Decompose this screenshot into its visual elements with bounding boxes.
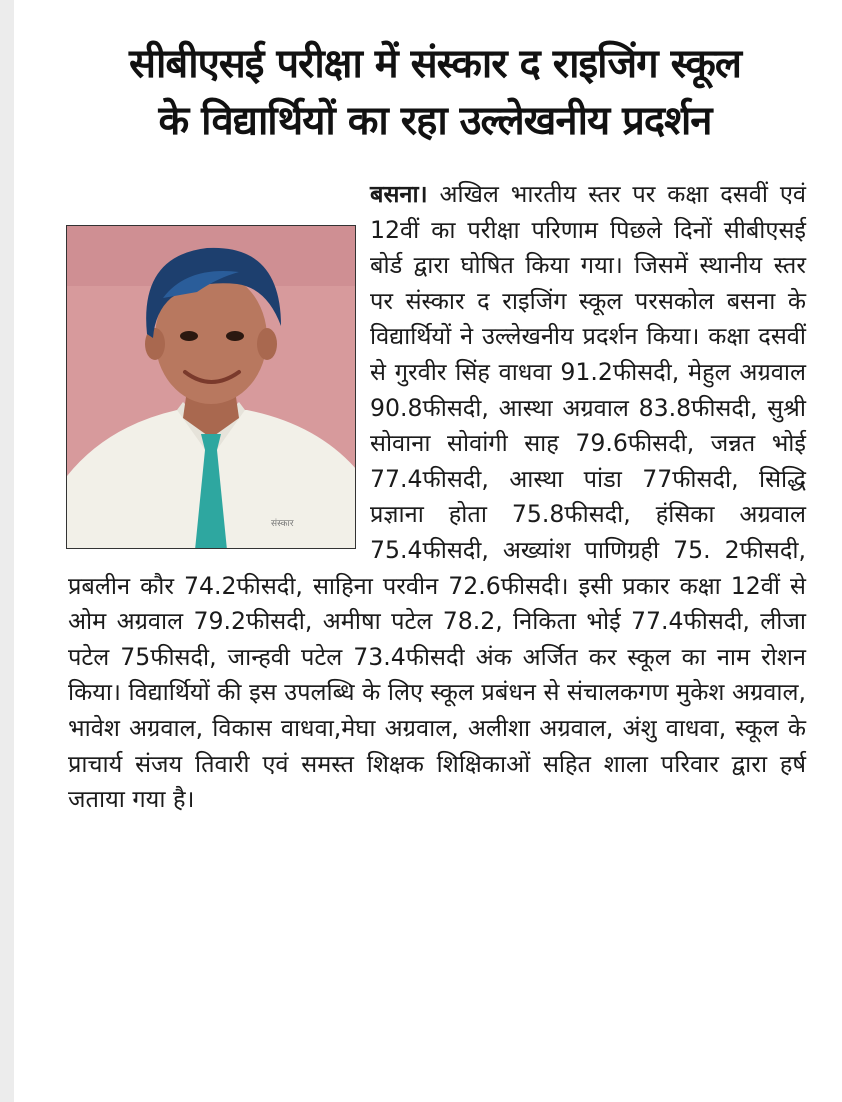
student-portrait-image <box>67 226 356 549</box>
article-body-text: अखिल भारतीय स्तर पर कक्षा दसवीं एवं 12वीं का परीक्षा परिणाम पिछले दिनों सीबीएसई बोर्ड द्वारा घोषित किया गया। जिसमें स्थानीय स्तर पर संस्कार द राइजिंग स्कूल परसकोल बसना के विद्यार्थियों ने उल्लेखनीय प्रदर्शन किया। कक्षा दसवीं से गुरवीर सिंह वाधवा 91.2फीसदी, मेहुल अग्रवाल 90.8फीसदी, आस्था अग्रवाल 83.8फीसदी, सुश्री सोवाना सोवांगी साह 79.6फीसदी, जन्नत भोई 77.4फीसदी, आस्था पांडा 77फीसदी, सिद्धि प्रज्ञाना होता 75.8फीसदी, हंसिका अग्रवाल 75.4फीसदी, अख्यांश पाणिग्रही 75. 2फीसदी, प्रबलीन कौर 74.2फीसदी, साहिना परवीन 72.6फीसदी। इसी प्रकार कक्षा 12वीं से ओम अग्रवाल 79.2फीसदी, अमीषा पटेल 78.2, निकिता भोई 77.4फीसदी, लीजा पटेल 75फीसदी, जान्हवी पटेल 73.4फीसदी अंक अर्जित कर स्कूल का नाम रोशन किया। विद्यार्थियों की इस उपलब्धि के लिए स्कूल प्रबंधन से संचालकगण मुकेश अग्रवाल, भावेश अग्रवाल, विकास वाधवा,मेघा अग्रवाल, अलीशा अग्रवाल, अंशु वाधवा, स्कूल के प्राचार्य संजय तिवारी एवं समस्त शिक्षक शिक्षिकाओं सहित शाला परिवार द्वारा हर्ष जताया गया है। <box>68 180 807 814</box>
page-edge-strip <box>0 0 14 1102</box>
news-article <box>62 36 808 150</box>
article-body <box>68 177 806 818</box>
shirt-badge-text: संस्कार <box>271 519 294 529</box>
student-photo <box>66 225 356 549</box>
headline-line-1: सीबीएसई परीक्षा में संस्कार द राइजिंग स्कूल <box>129 41 741 87</box>
headline-line-2: के विद्यार्थियों का रहा उल्लेखनीय प्रदर्शन <box>158 98 712 144</box>
article-dateline: बसना। <box>370 180 428 208</box>
article-headline <box>62 36 808 150</box>
